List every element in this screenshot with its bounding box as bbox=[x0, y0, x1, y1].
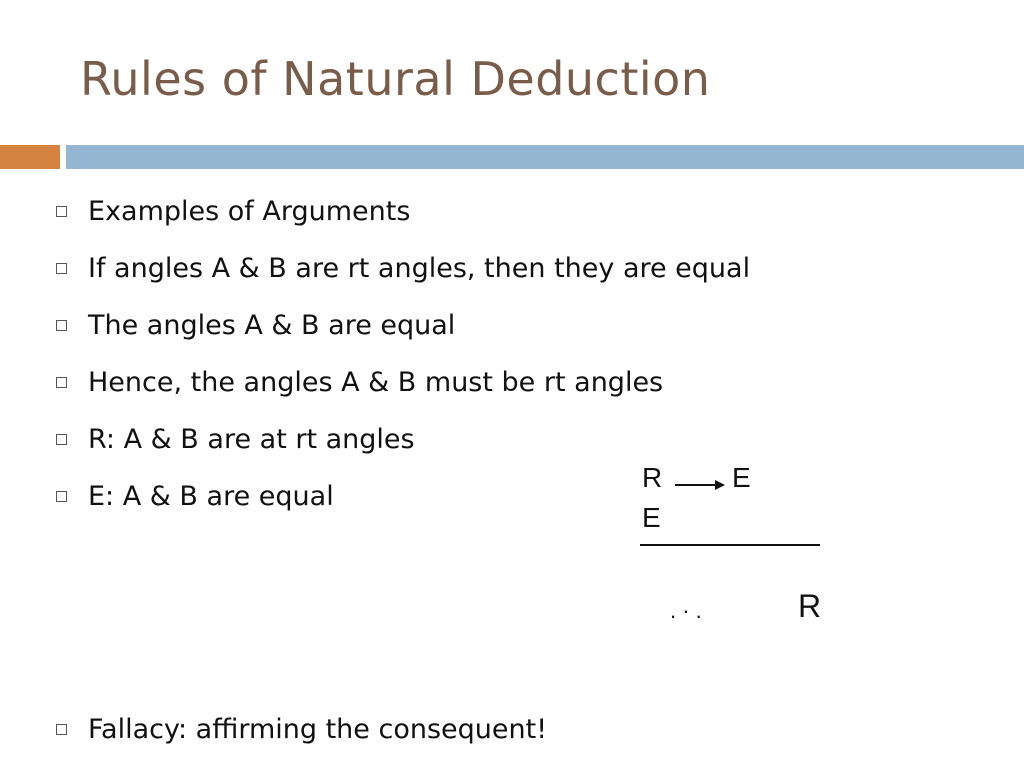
bullet-text: E: A & B are equal bbox=[88, 481, 334, 512]
argument-conclusion: R bbox=[798, 588, 822, 624]
square-bullet-icon bbox=[56, 491, 67, 502]
bullet-item bbox=[56, 424, 415, 455]
bullet-text: R: A & B are at rt angles bbox=[88, 424, 415, 455]
therefore-symbol: . · . bbox=[670, 598, 702, 623]
bullet-text: The angles A & B are equal bbox=[88, 310, 456, 341]
bullet-text: Examples of Arguments bbox=[88, 196, 411, 227]
bullet-item bbox=[56, 196, 410, 227]
bullet-text: Hence, the angles A & B must be rt angles bbox=[88, 367, 664, 398]
square-bullet-icon bbox=[56, 724, 67, 735]
bullet-item bbox=[56, 367, 663, 398]
inference-line bbox=[640, 544, 820, 546]
second-premise: E bbox=[642, 502, 661, 533]
bullet-text: If angles A & B are rt angles, then they are equal bbox=[88, 253, 751, 284]
argument-diagram bbox=[640, 460, 840, 630]
premise-consequent: E bbox=[732, 462, 751, 493]
bullet-item bbox=[56, 481, 334, 512]
square-bullet-icon bbox=[56, 377, 67, 388]
square-bullet-icon bbox=[56, 263, 67, 274]
title-divider-right-bar bbox=[66, 145, 1024, 169]
square-bullet-icon bbox=[56, 320, 67, 331]
square-bullet-icon bbox=[56, 434, 67, 445]
implies-arrow-icon bbox=[675, 478, 725, 492]
bullet-text: Fallacy: affirming the consequent! bbox=[88, 714, 548, 745]
bullet-item bbox=[56, 253, 750, 284]
slide-title: Rules of Natural Deduction bbox=[80, 52, 711, 106]
premise-antecedent: R bbox=[642, 462, 663, 493]
bullet-item bbox=[56, 310, 455, 341]
title-divider-left-bar bbox=[0, 145, 60, 169]
bullet-item bbox=[56, 714, 547, 745]
square-bullet-icon bbox=[56, 206, 67, 217]
